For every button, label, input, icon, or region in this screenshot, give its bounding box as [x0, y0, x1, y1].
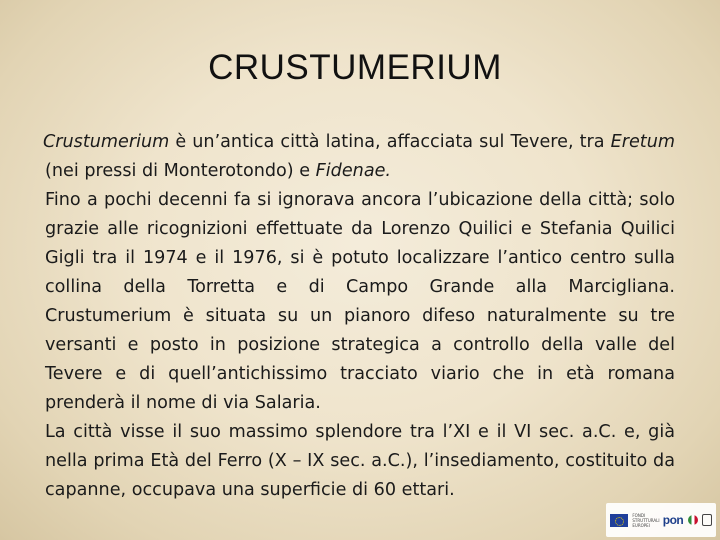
paragraph-1 — [45, 128, 675, 186]
funding-logos — [606, 503, 716, 537]
slide-title: CRUSTUMERIUM — [208, 48, 502, 87]
text-segment: è un’antica città latina, affacciata sul Tevere, tra — [169, 132, 611, 152]
text-italic-fidenae: Fidenae. — [315, 161, 392, 181]
eu-flag-icon — [610, 514, 628, 527]
slide-body — [45, 128, 675, 505]
text-italic-eretum: Eretum — [610, 132, 675, 152]
text-segment: (nei pressi di Monterotondo) e — [45, 161, 316, 181]
paragraph-2: Fino a pochi decenni fa si ignorava ancora l’ubicazione della città; solo grazie alle ricognizioni effettuate da Lorenzo Quilici e Stefania Quilici Gigli tra il 1974 e il 1976, si è potuto localizzare l’antico centro sulla collina della Torretta e di Campo Grande alla Marcigliana. Crustumerium è situata su un pianoro difeso naturalmente su tre versanti e posto in posizione strategica a controllo della valle del Tevere e di quell’antichissimo tracciato viario che in età romana prenderà il nome di via Salaria. — [45, 190, 675, 413]
italy-flag-icon — [688, 515, 698, 525]
text-italic-crustumerium: Crustumerium — [43, 132, 170, 152]
paragraph-3: La città visse il suo massimo splendore tra l’XI e il VI sec. a.C. e, già nella prima Età del Ferro (X – IX sec. a.C.), l’insediamento, costituito da capanne, occupava una superficie di 60 ettari. — [45, 422, 675, 500]
republic-emblem-icon — [702, 514, 712, 526]
logo-caption: FONDI STRUTTURALI EUROPEI — [632, 512, 660, 528]
pon-logo: pon — [662, 513, 684, 527]
